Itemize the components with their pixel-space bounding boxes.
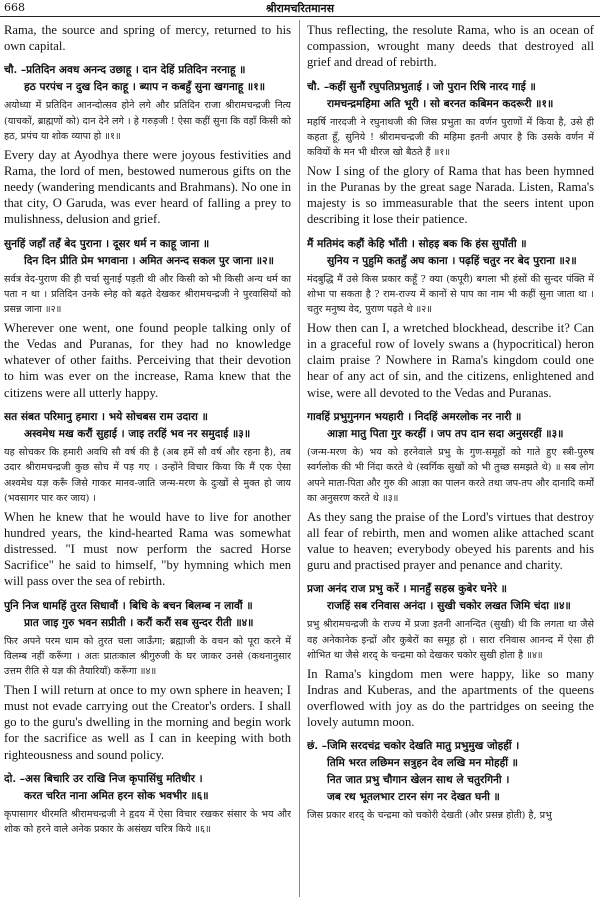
verse-line: पुनि निज धामहिं तुरत सिधावौं । बिधि के बचन बिलम्ब न लावौं ॥ xyxy=(4,599,253,612)
verse-line: अस्वमेध मख करौं सुहाई । जाइ तरहिं भव नर समुदाई ॥३॥ xyxy=(24,427,251,440)
hindi-meaning: महर्षि नारदजी ने रघुनाथजी की जिस प्रभुता का वर्णन पुराणों में किया है, उसे ही कहता हूँ, सुनिये ! श्रीरामचन्द्रजी की महिमा इतनी अपार है कि उसके वर्णन में कवियों के मन भी धीरज खो बैठते हैं ॥१॥ xyxy=(307,116,594,159)
right-column xyxy=(307,22,594,901)
verse-line: सत संबत परिमानु हमारा । भये सोचबस राम उदारा ॥ xyxy=(4,410,208,423)
hindi-meaning: मंदबुद्धि मैं उसे किस प्रकार कहूँ ? क्या (कपूरी) बगला भी हंसों की सुन्दर पंक्ति में शोभा पा सकता है ? राम-राज्य में कानों से पाप का नाम भी कहीं सुना जाता था । चतुर मनुष्य वेद, पुराण पढ़ते थे ॥२॥ xyxy=(307,273,594,316)
verse-line: तिमि भरत लछिमन सत्रुहन देव लखि मन मोहहीं ॥ xyxy=(327,757,519,770)
verse-line: मैं मतिमंद कहौं केहि भाँती । सोहइ बक कि हंस सुपाँती ॥ xyxy=(307,237,527,250)
english-translation: Every day at Ayodhya there were joyous festivities and Rama, the lord of men, bestowed numerous gifts on the needy (wandering mendicants and Brahmans). No one in that city, O Garuda, was ever heard of falling a prey to mulishness, delusion and grief. xyxy=(4,147,291,227)
verse-block xyxy=(307,79,594,113)
hindi-meaning: सर्वत्र वेद-पुराण की ही चर्चा सुनाई पड़ती थी और किसी को भी किसी अन्य धर्म का पता न था । प्रतिदिन उनके स्नेह को बढ़ते देखकर श्रीरामचन्द्रजी ने पुरवासियों को प्रसन्न जाना ॥२॥ xyxy=(4,273,291,316)
verse-block xyxy=(4,598,291,632)
left-column xyxy=(4,22,291,901)
verse-line: जब रथ भूतलभार टारन संग नर देखत घनी ॥ xyxy=(327,791,500,804)
verse-line: छं. –जिमि सरदचंद्र चकोर देखति मातु प्रभुमुख जोहहीं । xyxy=(307,740,520,753)
verse-line: दो. –अस बिचारि उर राखि निज कृपासिंधु मतिधीर । xyxy=(4,772,203,785)
english-translation: Thus reflecting, the resolute Rama, who is an ocean of compassion, wrought many deeds that destroyed all grief and dread of rebirth. xyxy=(307,23,594,70)
page-header xyxy=(0,0,600,17)
verse-line: सुनहिं जहाँ तहँ बेद पुराना । दूसर धर्म न काहू जाना ॥ xyxy=(4,237,210,250)
english-translation: Rama, the source and spring of mercy, returned to his own capital. xyxy=(4,23,291,54)
verse-line: प्रजा अनंद राज प्रभु करें । मानहुँ सहस्र कुबेर घनेरे ॥ xyxy=(307,583,507,596)
english-translation: How then can I, a wretched blockhead, describe it? Can in a graceful row of lovely swans a (hypocritical) heron claim praise ? Nowhere in Rama's kingdom could one hear of any act of sin, and the citizens, enlightened and wise, were all devoted to the Vedas and Puranas. xyxy=(307,320,594,400)
english-translation: Then I will return at once to my own sphere in heaven; I must not evade carrying out the Creator's orders. I shall go to the guru's dwelling in the morning and begin work for the sacrifice as well as I can in keeping with both righteousness and sound policy. xyxy=(4,682,291,762)
verse-line: राजहिं सब रनिवास अनंदा । सुखी चकोर लखत जिमि चंदा ॥४॥ xyxy=(327,600,571,613)
column-divider xyxy=(299,20,300,897)
verse-line: हठ परपंच न दुख दिन काहू । ब्याप न कबहुँ सुना खगनाहू ॥१॥ xyxy=(24,81,266,94)
verse-line: दिन दिन प्रीति प्रेम भगवाना । अमित अनन्द सकल पुर जाना ॥२॥ xyxy=(24,254,275,267)
verse-line: आज्ञा मातु पिता गुर करहीं । जप तप दान सदा अनुसरहीं ॥३॥ xyxy=(327,427,564,440)
verse-line: नित जात प्रभु चौगान खेलन साथ ले चतुरगिनी । xyxy=(327,774,510,787)
hindi-meaning: यह सोचकर कि हमारी अवधि सौ वर्ष की है (अब हमें सौ वर्ष और रहना है), तब उदार श्रीरामचन्द्रजी कुछ सोच में पड़ गए । उन्होंने विचार किया कि मैं एक ऐसा अश्वमेध यज्ञ करूँ जिसे गाकर मानव-जाति जन्म-मरण के दुःखों से मुक्त हो जाय (भवसागर पार कर जाय) । xyxy=(4,446,291,505)
hindi-meaning: अयोध्या में प्रतिदिन आनन्दोत्सव होने लगे और प्रतिदिन राजा श्रीरामचन्द्रजी नित्य (याचकों, ब्राह्मणों को) दान देने लगे । हे गरुड़जी ! ऐसा कहीं सुना कि वहाँ किसी को हठ, प्रपंच या शोक व्यापा हो ॥१॥ xyxy=(4,100,291,143)
verse-line: करत चरित नाना अमित हरन सोक भवभीर ॥६॥ xyxy=(24,789,209,802)
page-number: 668 xyxy=(4,1,25,14)
verse-line: प्रात जाइ गुरु भवन सप्रीती । करौं करौं सब सुन्दर रीती ॥४॥ xyxy=(24,616,254,629)
english-translation: Now I sing of the glory of Rama that has been hymned in the Puranas by the great sage Narada. Listen, Rama's majesty is so immeasurable that the seers intent upon describing it lose their patience. xyxy=(307,163,594,227)
verse-block xyxy=(307,409,594,443)
english-translation: In Rama's kingdom men were happy, like so many Indras and Kuberas, and the apartments of the queens overflowed with joy as do the partridges on seeing the lovely autumn moon. xyxy=(307,666,594,730)
hindi-meaning: (जन्म-मरण के) भय को हरनेवाले प्रभु के गुण-समूहों को गाते हुए स्त्री-पुरुष स्वर्गलोक की भी निंदा करते थे (स्वर्गिक सुखों को भी तुच्छ समझते थे) ॥ सब लोग अपने माता-पिता और गुरु की आज्ञा का पालन करते तथा जप-तप और दानादि कर्मों का अनुसरण करते थे ॥३॥ xyxy=(307,446,594,505)
verse-line: चौ. –प्रतिदिन अवध अनन्द उछाहू । दान देहिं प्रतिदिन नरनाहू ॥ xyxy=(4,64,246,77)
english-translation: When he knew that he would have to live for another hundred years, the kind-hearted Rama was somewhat distressed. "I must now perform the sacred Horse Sacrifice" he said to himself, "by hymning which men will pass over the sea of rebirth. xyxy=(4,509,291,589)
hindi-meaning: कृपासागर धीरमति श्रीरामचन्द्रजी ने हृदय में ऐसा विचार रखकर संसार के भय और शोक को हरने वाले अनेक प्रकार के असंख्य चरित्र किये ॥६॥ xyxy=(4,808,291,836)
verse-line: रामचन्द्रमहिमा अति भूरी । सो बरनत कबिमन कदरूरी ॥१॥ xyxy=(327,97,554,110)
verse-block xyxy=(307,581,594,615)
verse-block xyxy=(307,738,594,806)
verse-block xyxy=(4,236,291,270)
verse-block xyxy=(4,409,291,443)
hindi-meaning: फिर अपने परम धाम को तुरत चला जाऊँगा; ब्रह्माजी के वचन को पूरा करने में विलम्ब नहीं करूँगा । अतः प्रातःकाल श्रीगुरुजी के घर जाकर उनसे (कथनानुसार उत्तम रीति से यज्ञ की तैयारियाँ) करूँगा ॥४॥ xyxy=(4,635,291,678)
verse-block xyxy=(4,62,291,96)
verse-block xyxy=(307,236,594,270)
hindi-meaning: जिस प्रकार शरद् के चन्द्रमा को चकोरी देखती (और प्रसन्न होती) है, प्रभु xyxy=(307,810,552,822)
verse-line: चौ. –कहीं सुनौं रघुपतिप्रभुताई । जो पुरान रिषि नारद गाई ॥ xyxy=(307,80,536,93)
running-title: श्रीरामचरितमानस xyxy=(265,2,335,15)
hindi-meaning: प्रभु श्रीरामचन्द्रजी के राज्य में प्रजा इतनी आनन्दित (सुखी) थी कि लगता था जैसे वह अनेकानेक इन्द्रों और कुबेरों का समूह हो । सारा रनिवास आनन्द में ऐसा ही शोभित था जैसे शरद् के चन्द्रमा को देखकर चकोर सुखी होता है ॥४॥ xyxy=(307,619,594,662)
verse-line: सुनिय न पुहुमि कतहुँ अघ काना । पढ़हिं चतुर नर बेद पुराना ॥२॥ xyxy=(327,254,577,267)
verse-line: गावहिं प्रभुगुनगन भयहारी । निदहिं अमरलोक नर नारी ॥ xyxy=(307,410,522,423)
english-translation: Wherever one went, one found people talking only of the Vedas and Puranas, for they had no knowledge whatever of other faiths. Perceiving that their devotion to him was ever on the increase, Rama knew that the citizens were all utterly happy. xyxy=(4,320,291,400)
english-translation: As they sang the praise of the Lord's virtues that destroy all fear of rebirth, men and women alike attached scant value to heaven; everybody obeyed his parents and his guru and practised prayer and penance and charity. xyxy=(307,509,594,573)
verse-block xyxy=(4,771,291,805)
